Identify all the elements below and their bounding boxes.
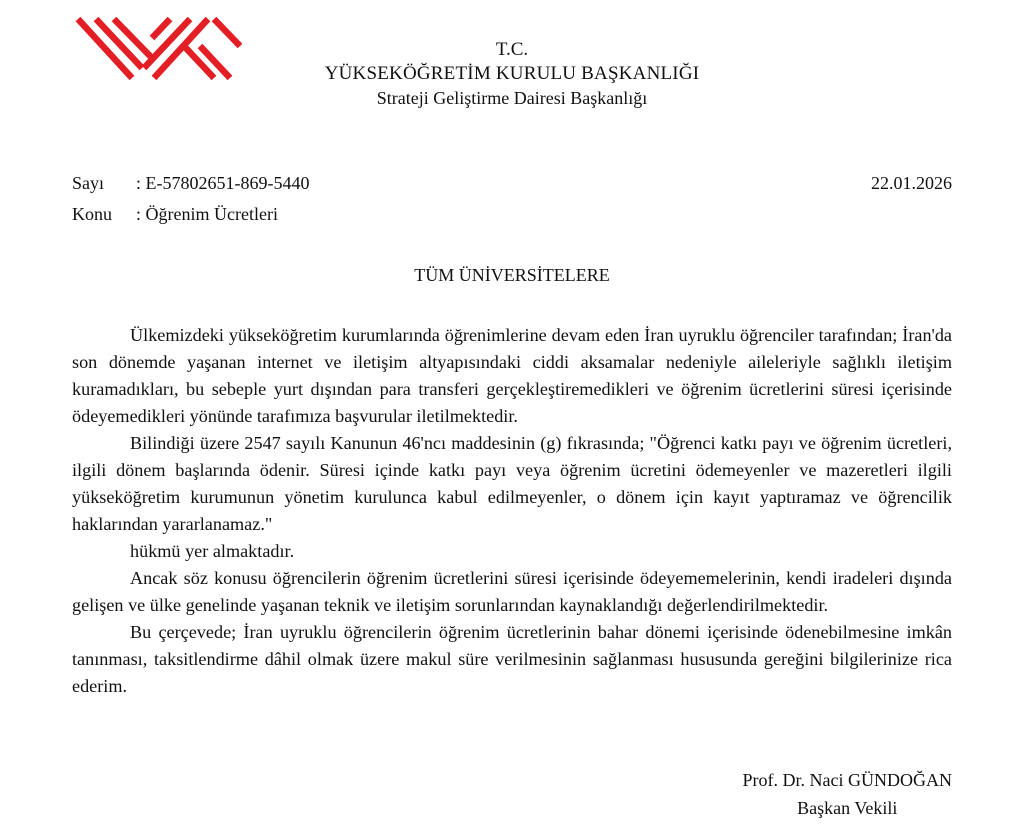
header-institution: YÜKSEKÖĞRETİM KURULU BAŞKANLIĞI [324, 63, 700, 84]
letter-date: 22.01.2026 [871, 173, 952, 193]
signer-name: Prof. Dr. Naci GÜNDOĞAN [742, 770, 952, 790]
meta-konu-row [72, 203, 278, 225]
recipient: TÜM ÜNİVERSİTELERE [414, 265, 610, 285]
body-paragraph: Bilindiği üzere 2547 sayılı Kanunun 46'ncı maddesinin (g) fıkrasında; "Öğrenci katkı payı ve öğrenim ücretleri, ilgili dönem başlarında ödenir. Süresi içinde katkı payı veya öğrenim ücretini ödemeyenler ve mazeretleri ilgili yükseköğretim kurumunun yönetim kurulunca kabul edilmeyenler, o dönem için kayıt yaptıramaz ve öğrencilik haklarından yararlanamaz." [72, 433, 952, 534]
body-paragraph: Ülkemizdeki yükseköğretim kurumlarında öğrenimlerine devam eden İran uyruklu öğrenciler tarafından; İran'da son dönemde yaşanan internet ve iletişim altyapısındaki ciddi aksamalar nedeniyle aileleriyle sağlıklı iletişim kuramadıkları, bu sebeple yurt dışından para transferi gerçekleştiremedikleri ve öğrenim ücretlerini süresi içerisinde ödeyemedikleri yönünde tarafımıza başvurular iletilmektedir. [72, 325, 952, 426]
sayi-value: : E-57802651-869-5440 [136, 173, 310, 193]
letter-body [72, 322, 952, 700]
konu-label: Konu [72, 204, 112, 224]
signer-title: Başkan Vekili [797, 798, 898, 818]
konu-value: : Öğrenim Ücretleri [136, 204, 278, 224]
header-department: Strateji Geliştirme Dairesi Başkanlığı [376, 88, 648, 108]
signature-block [743, 766, 952, 822]
body-paragraph: hükmü yer almaktadır. [130, 541, 295, 561]
body-paragraph: Bu çerçevede; İran uyruklu öğrencilerin öğrenim ücretlerinin bahar dönemi içerisinde ödenebilmesine imkân tanınması, taksitlendirme dâhil olmak üzere makul süre verilmesinin sağlanması hususunda gereğini bilgilerinize rica ederim. [72, 622, 952, 696]
sayi-label: Sayı [72, 173, 105, 193]
header-country: T.C. [495, 39, 529, 60]
body-paragraph: Ancak söz konusu öğrencilerin öğrenim ücretlerini süresi içerisinde ödeyememelerinin, kendi iradeleri dışında gelişen ve ülke genelinde yaşanan teknik ve iletişim sorunlarından kaynaklandığı değerlendirilmektedir. [72, 568, 952, 615]
meta-sayi-row [72, 172, 309, 194]
